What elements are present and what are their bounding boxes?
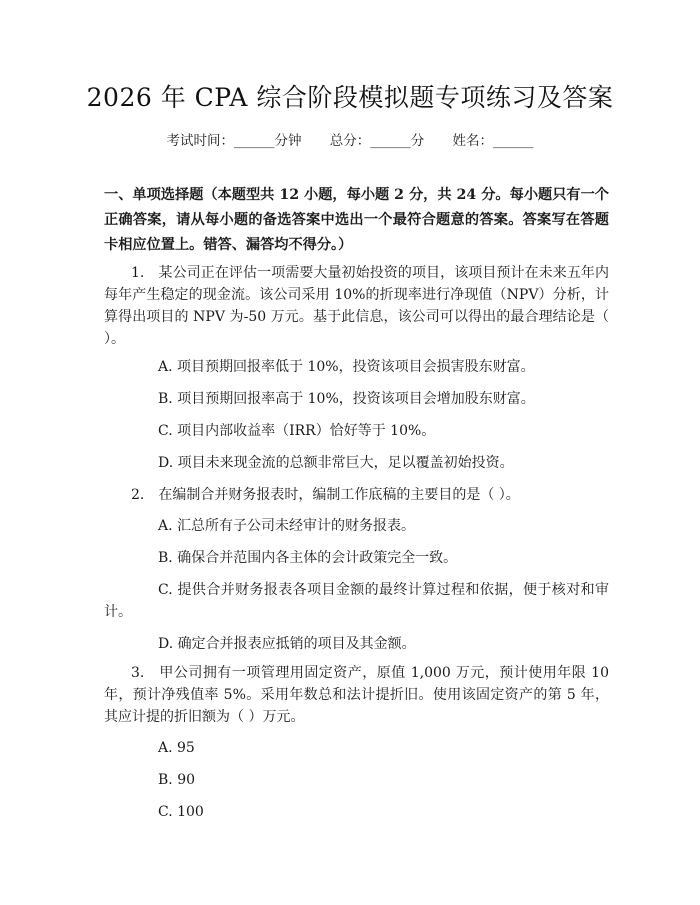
document-title: 2026 年 CPA 综合阶段模拟题专项练习及答案 <box>86 83 614 112</box>
section-heading: 一、单项选择题（本题型共 12 小题，每小题 2 分，共 24 分。每小题只有一个正确答案，请从每小题的备选答案中选出一个最符合题意的答案。答案写在答题卡相应位置上。错答、漏答均不得分。） <box>104 187 609 253</box>
question-2-option-c: C. 提供合并财务报表各项目金额的最终计算过程和依据，便于核对和审计。 <box>104 582 609 620</box>
question-1-option-b: B. 项目预期回报率高于 10%，投资该项目会增加股东财富。 <box>158 391 535 407</box>
question-3-option-c: C. 100 <box>158 804 204 820</box>
question-2-option-a: A. 汇总所有子公司未经审计的财务报表。 <box>158 518 416 534</box>
question-1-option-a: A. 项目预期回报率低于 10%，投资该项目会损害股东财富。 <box>158 359 535 375</box>
student-name-field: 姓名：______ <box>452 133 534 149</box>
exam-meta <box>0 131 700 151</box>
question-3-stem: 3. 甲公司拥有一项管理用固定资产，原值 1,000 万元，预计使用年限 10 年，预计净残值率 5%。采用年数总和法计提折旧。使用该固定资产的第 5 年，其应计提的折旧额为（ ）万元。 <box>104 665 609 725</box>
question-3-option-a: A. 95 <box>158 740 195 756</box>
exam-time-field: 考试时间：______分钟 <box>166 133 302 149</box>
question-2-stem: 2. 在编制合并财务报表时，编制工作底稿的主要目的是（ ）。 <box>131 487 520 503</box>
question-3-option-b: B. 90 <box>158 772 196 788</box>
question-1-option-c: C. 项目内部收益率（IRR）恰好等于 10%。 <box>158 423 436 439</box>
total-score-field: 总分：______分 <box>329 133 425 149</box>
question-2-option-d: D. 确定合并报表应抵销的项目及其金额。 <box>158 636 416 652</box>
question-1-option-d: D. 项目未来现金流的总额非常巨大，足以覆盖初始投资。 <box>158 455 514 471</box>
question-1-stem: 1. 某公司正在评估一项需要大量初始投资的项目，该项目预计在未来五年内每年产生稳定的现金流。该公司采用 10%的折现率进行净现值（NPV）分析，计算得出项目的 NPV 为-50 万元。基于此信息，该公司可以得出的最合理结论是（ ）。 <box>104 265 609 347</box>
question-2-option-b: B. 确保合并范围内各主体的会计政策完全一致。 <box>158 550 458 566</box>
